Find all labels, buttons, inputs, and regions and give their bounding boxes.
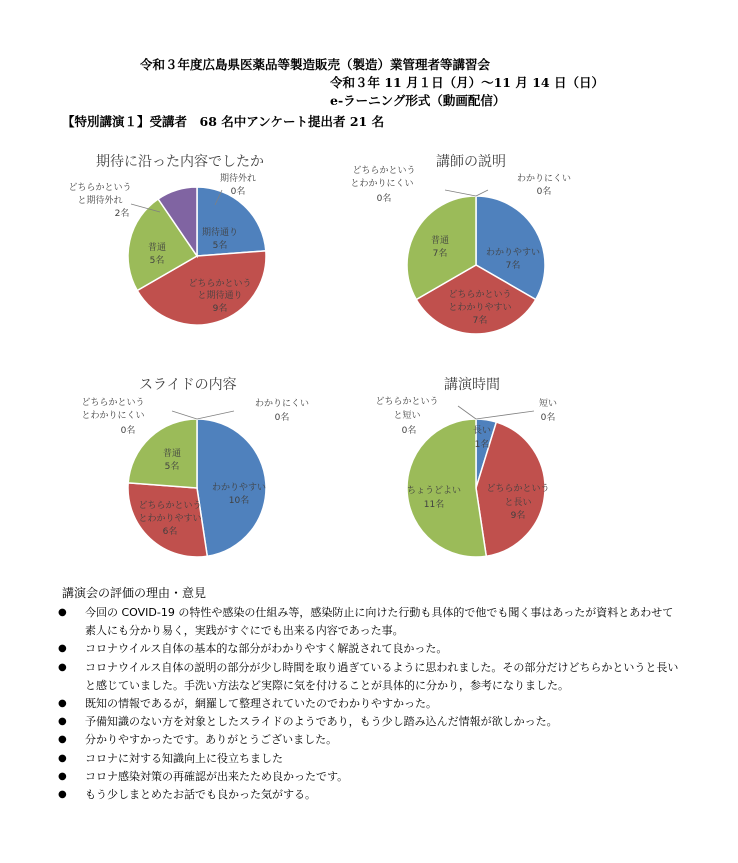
slice-category-label: 普通 [430,236,450,246]
slice-category-label: 普通 [162,449,182,459]
bullet-icon: ● [58,643,67,655]
slice-category-label: どちらかという [375,397,439,407]
slice-category-label: ちょうどよい [406,486,462,496]
comments-list [40,604,680,804]
slice-category-label: どちらかという [486,484,550,494]
slice-value-label: 5名 [212,241,228,251]
bullet-icon: ● [58,661,67,673]
comment-text: コロナウイルス自体の基本的な部分がわかりやすく解説されて良かった。 [85,642,448,656]
comment-item [40,640,680,658]
slice-value-label: 11名 [423,500,445,510]
leader-line [476,190,488,196]
slice-category-label: どちらかという [448,290,512,300]
comment-item [40,750,680,768]
slice-category-label: 長い [472,426,492,436]
survey-date-range: 令和３年 11 月１日（月）～11 月 14 日（日） [330,75,604,90]
comment-text: コロナウイルス自体の説明の部分が少し時間を取り過ぎているように思われました。その部分だけどちらかというと長いと感じていました。手洗い方法など実際に気を付けることが具体的に分かり，参考になりました。 [85,660,679,692]
comments-title: 講演会の評価の理由・意見 [62,586,207,600]
comment-item [40,604,680,640]
slice-value-label: 0名 [401,426,417,436]
slice-value-label: 1名 [474,440,490,450]
bullet-icon: ● [58,698,67,710]
slice-value-label: 0名 [120,426,136,436]
slice-category-label: 普通 [147,243,167,253]
comment-text: 今回の COVID-19 の特性や感染の仕組み等，感染防止に向けた行動も具体的で他でも聞く事はあったが資料とあわせて素人にも分かり易く，実践がすぐにでも出来る内容であった事。 [85,606,674,638]
leader-line [445,190,476,196]
slice-category-label: どちらかという [188,279,252,289]
slice-value-label: 7名 [472,316,488,326]
slice-category-label: と期待外れ [77,196,123,206]
slice-category-label: と長い [504,498,532,508]
slice-category-label: どちらかという [81,398,145,408]
slice-value-label: 2名 [114,209,130,219]
slice-value-label: 9名 [212,304,228,314]
slice-category-label: わかりやすい [485,248,541,258]
slice-category-label: どちらかという [352,166,416,176]
comment-item [40,786,680,804]
slice-value-label: 6名 [162,527,178,537]
chart-title-lecturer: 講師の説明 [436,154,506,170]
bullet-icon: ● [58,716,67,728]
leader-line [458,406,476,419]
slice-value-label: 0名 [540,413,556,423]
slice-value-label: 0名 [230,187,246,197]
slice-category-label: わかりにくい [516,174,572,184]
comment-text: コロナに対する知識向上に役立ちました [85,751,283,765]
survey-title: 令和３年度広島県医薬品等製造販売（製造）業管理者等講習会 [140,57,491,72]
slice-category-label: と短い [393,411,421,421]
slice-category-label: 期待通り [201,228,239,238]
bullet-icon: ● [58,607,67,618]
slice-value-label: 10名 [228,496,250,506]
comment-text: 予備知識のない方を対象としたスライドのようであり，もう少し踏み込んだ情報が欲しかった。 [85,715,558,729]
survey-format: e-ラーニング形式（動画配信） [330,93,506,108]
slice-value-label: 0名 [536,187,552,197]
slice-category-label: どちらかという [68,183,132,193]
bullet-icon: ● [58,752,67,764]
leader-line [172,411,197,419]
comment-text: 既知の情報であるが，網羅して整理されていたのでわかりやすかった。 [85,697,437,711]
slice-category-label: と期待通り [197,291,243,301]
bullet-icon: ● [58,770,67,782]
chart-title-expectation: 期待に沿った内容でしたか [96,154,264,170]
slice-category-label: わかりやすい [211,483,267,493]
slice-category-label: どちらかという [138,501,202,511]
slice-category-label: とわかりやすい [138,514,202,524]
comment-item [40,659,680,695]
bullet-icon: ● [58,734,67,746]
comment-item [40,713,680,731]
comment-text: 分かりやすかったです。ありがとうございました。 [85,733,338,747]
slice-value-label: 9名 [510,511,526,521]
slice-category-label: とわかりにくい [350,179,414,189]
pie-slice [197,187,266,256]
comment-text: もう少しまとめたお話でも良かった気がする。 [85,788,316,802]
comment-item [40,731,680,749]
slice-category-label: わかりにくい [254,399,310,409]
slice-value-label: 5名 [149,256,165,266]
leader-line [197,411,234,419]
comment-item [40,695,680,713]
slice-value-label: 0名 [376,194,392,204]
slice-value-label: 7名 [505,261,521,271]
slice-category-label: 短い [538,399,558,409]
comment-text: コロナ感染対策の再確認が出来たため良かったです。 [85,769,349,783]
slice-category-label: 期待外れ [219,174,257,184]
slice-value-label: 5名 [164,462,180,472]
bullet-icon: ● [58,789,67,801]
survey-respondents: 【特別講演１】受講者 68 名中アンケート提出者 21 名 [62,114,385,129]
leader-line [476,411,534,419]
slice-category-label: とわかりにくい [81,411,145,421]
chart-title-slides: スライドの内容 [139,377,237,393]
comment-item [40,768,680,786]
slice-category-label: とわかりやすい [448,303,512,313]
slice-value-label: 0名 [274,413,290,423]
slice-value-label: 7名 [432,249,448,259]
chart-title-duration: 講演時間 [444,377,500,393]
